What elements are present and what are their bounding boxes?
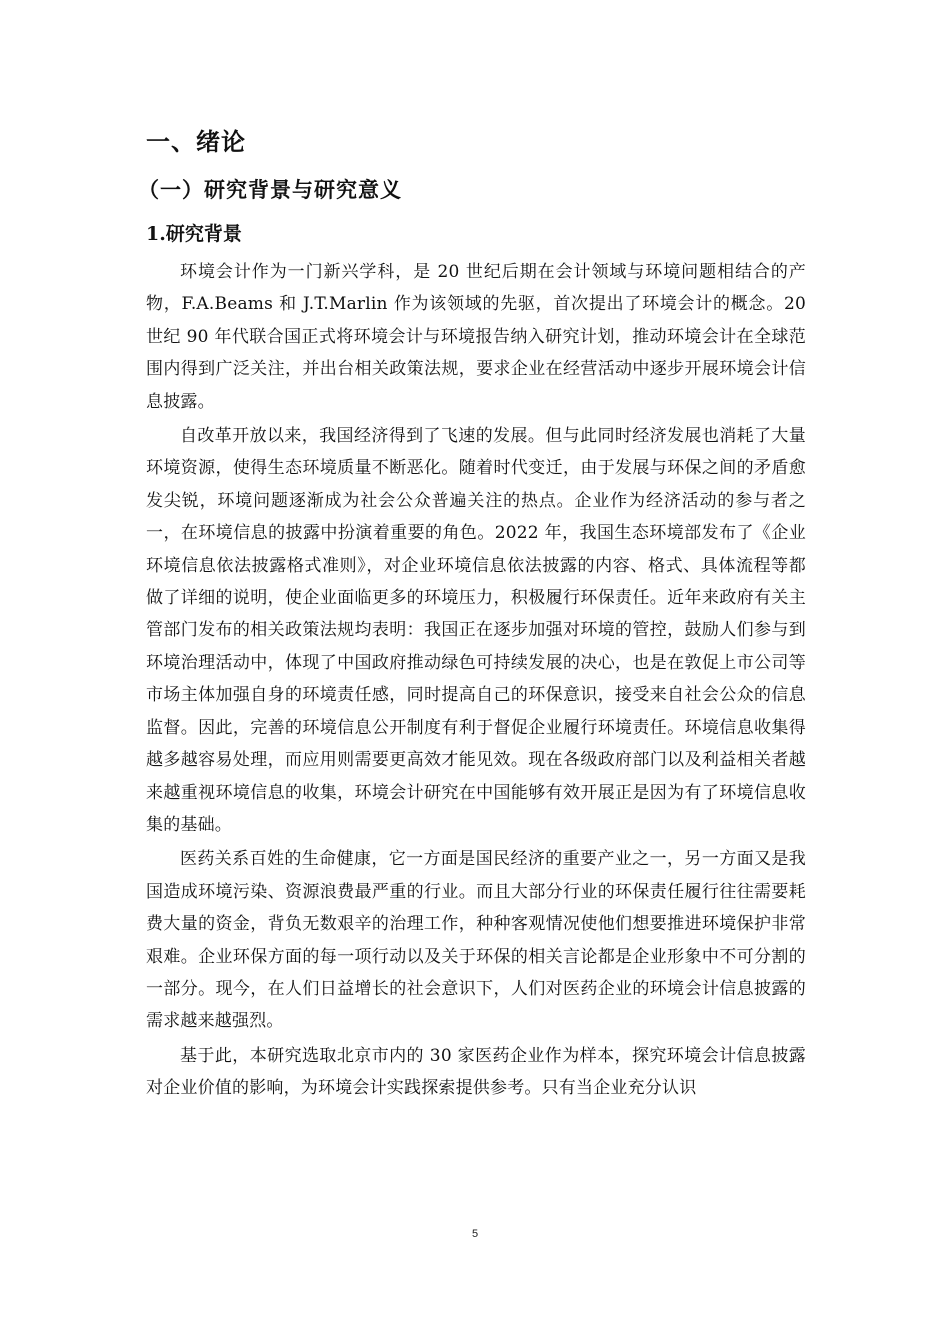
body-paragraph-3: 医药关系百姓的生命健康，它一方面是国民经济的重要产业之一，另一方面又是我国造成环境污染、资源浪费最严重的行业。而且大部分行业的环保责任履行往往需要耗费大量的资金，背负无数艰辛的治理工作，种种客观情况使他们想要推进环境保护非常艰难。企业环保方面的每一项行动以及关于环保的相关言论都是企业形象中不可分割的一部分。现今，在人们日益增长的社会意识下，人们对医药企业的环境会计信息披露的需求越来越强烈。 <box>146 849 806 1032</box>
body-paragraph-4: 基于此，本研究选取北京市内的 30 家医药企业作为样本，探究环境会计信息披露对企业价值的影响，为环境会计实践探索提供参考。只有当企业充分认识 <box>146 1045 806 1099</box>
chapter-heading: 一、绪论 <box>146 127 246 156</box>
body-paragraph-2: 自改革开放以来，我国经济得到了飞速的发展。但与此同时经济发展也消耗了大量环境资源，使得生态环境质量不断恶化。随着时代变迁，由于发展与环保之间的矛盾愈发尖锐，环境问题逐渐成为社会公众普遍关注的热点。企业作为经济活动的参与者之一，在环境信息的披露中扮演着重要的角色。2022 年，我国生态环境部发布了《企业环境信息依法披露格式准则》，对企业环境信息依法披露的内容、格式、具体流程等都做了详细的说明，使企业面临更多的环境压力，积极履行环保责任。近年来政府有关主管部门发布的相关政策法规均表明：我国正在逐步加强对环境的管控，鼓励人们参与到环境治理活动中，体现了中国政府推动绿色可持续发展的决心，也是在敦促上市公司等市场主体加强自身的环境责任感，同时提高自己的环保意识，接受来自社会公众的信息监督。因此，完善的环境信息公开制度有利于督促企业履行环境责任。环境信息收集得越多越容易处理，而应用则需要更高效才能见效。现在各级政府部门以及利益相关者越来越重视环境信息的收集，环境会计研究在中国能够有效开展正是因为有了环境信息收集的基础。 <box>146 426 806 835</box>
subsection-heading: 1.研究背景 <box>146 223 242 245</box>
page-number: 5 <box>471 1228 479 1240</box>
section-heading: （一）研究背景与研究意义 <box>138 177 402 202</box>
page-content <box>138 122 806 1107</box>
body-paragraph-1: 环境会计作为一门新兴学科，是 20 世纪后期在会计领域与环境问题相结合的产物，F.A.Beams 和 J.T.Marlin 作为该领域的先驱，首次提出了环境会计的概念。20 世纪 90 年代联合国正式将环境会计与环境报告纳入研究计划，推动环境会计在全球范围内得到广泛关注，并出台相关政策法规，要求企业在经营活动中逐步开展环境会计信息披露。 <box>146 262 806 412</box>
